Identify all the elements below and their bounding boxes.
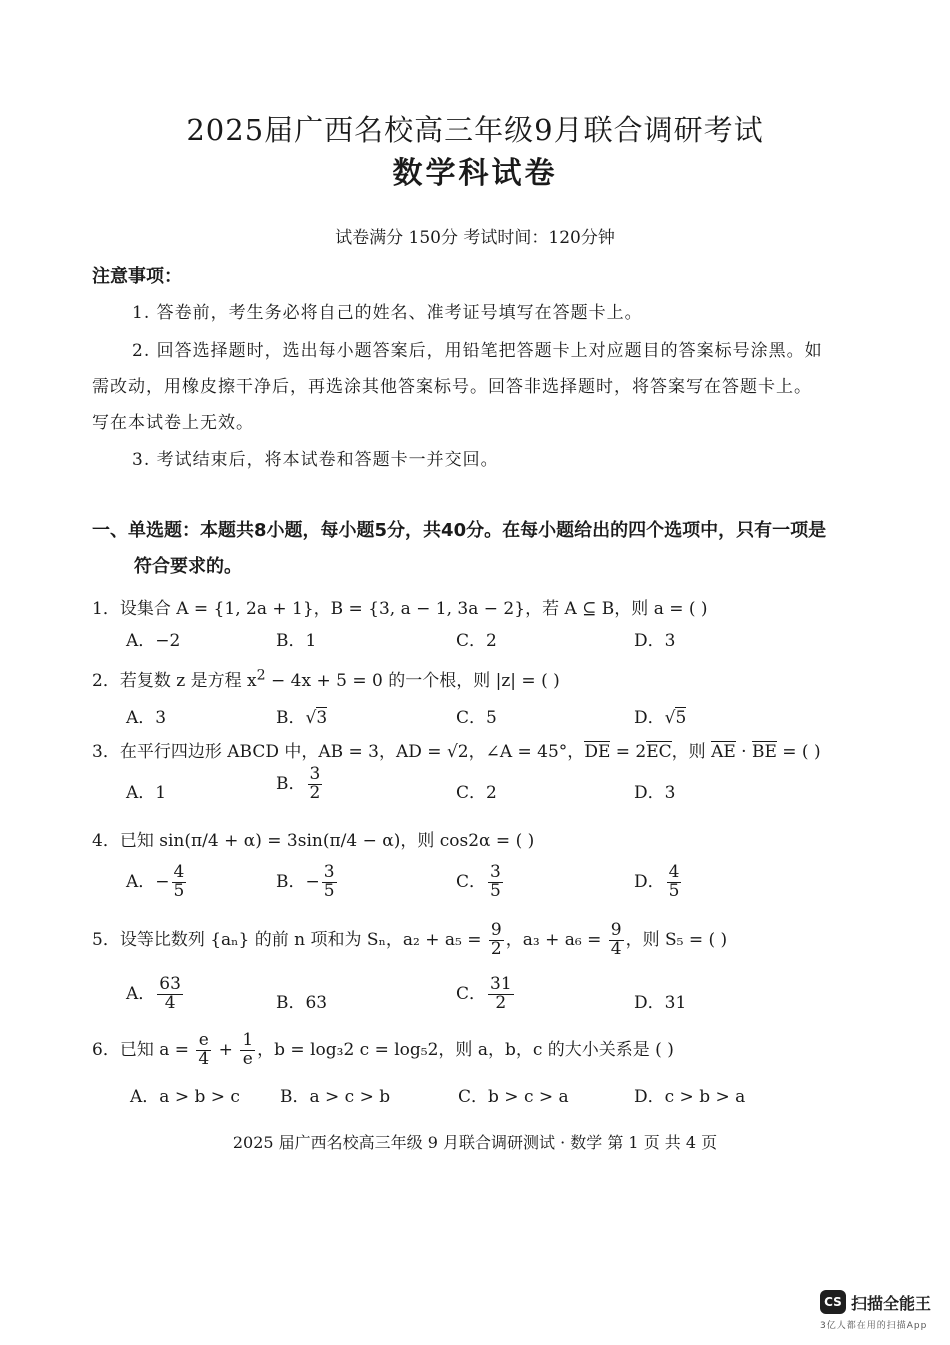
fraction: $\frac{1}{e}$: [242, 1030, 254, 1069]
sqrt-value: 5: [675, 708, 687, 728]
q4-option-d: D． $\frac{4}{5}$: [634, 862, 680, 901]
question-5: 5．设等比数列 {aₙ} 的前 n 项和为 Sₙ，a₂ + a₅ = $\frac{9}{2}$ ，a₃ + a₆ = $\frac{9}{4}$ ，则 S₅ = ( ): [92, 920, 728, 959]
fraction: $\frac{31}{2}$: [490, 974, 512, 1013]
q6-option-d: D．c > b > a: [634, 1087, 746, 1107]
q4-option-b: B．− $\frac{3}{5}$: [276, 862, 335, 901]
question-6: 6．已知 a = $\frac{e}{4}$ + $\frac{1}{e}$ ，b = log₃2 c = log₅2，则 a，b，c 的大小关系是 ( ): [92, 1030, 674, 1069]
vector-de: DE: [584, 742, 611, 762]
option-label: D．: [634, 708, 665, 728]
question-text: 已知 sin(π/4 + α) = 3sin(π/4 − α)，则 cos2α = ( ): [119, 831, 535, 851]
fraction: $\frac{3}{5}$: [490, 862, 501, 901]
fraction: $\frac{3}{2}$: [309, 764, 321, 803]
question-number: 1．: [92, 599, 120, 619]
q5-option-c: C． $\frac{31}{2}$: [456, 974, 512, 1013]
notice-item-3: 3. 考试结束后，将本试卷和答题卡一并交回。: [132, 450, 499, 470]
vector-ae: AE: [711, 742, 736, 762]
fraction: $\frac{e}{4}$: [198, 1030, 210, 1069]
exam-title: 2025届广西名校高三年级9月联合调研考试: [186, 113, 764, 147]
q1-option-d: D．3: [634, 631, 676, 651]
q3-option-d: D．3: [634, 783, 676, 803]
notice-item-1: 1. 答卷前，考生务必将自己的姓名、准考证号填写在答题卡上。: [132, 303, 643, 323]
exam-info: 试卷满分 150分 考试时间：120分钟: [335, 228, 615, 248]
q3-option-b: [276, 766, 324, 803]
watermark-name: 扫描全能王: [851, 1294, 932, 1313]
watermark-slogan: 3亿人都在用的扫描App: [820, 1321, 928, 1331]
question-number: 3．: [92, 742, 120, 762]
fraction: $\frac{4}{5}$: [173, 862, 185, 901]
fraction: $\frac{9}{4}$: [610, 920, 622, 959]
q6-option-a: A．a > b > c: [130, 1087, 240, 1107]
q6-option-c: C．b > c > a: [458, 1087, 569, 1107]
question-text-cont: − 4x + 5 = 0 的一个根，则 |z| = ( ): [265, 671, 560, 691]
question-2: [92, 666, 560, 691]
question-text: 设等比数列 {aₙ} 的前 n 项和为 Sₙ，a₂ + a₅ =: [119, 929, 487, 950]
question-number: 4．: [92, 831, 120, 851]
q1-option-a: A．−2: [126, 631, 181, 651]
q4-option-c: C． $\frac{3}{5}$: [456, 862, 501, 901]
fraction: $\frac{3}{5}$: [323, 862, 335, 901]
vector-be: BE: [751, 742, 777, 762]
q5-option-b: B．63: [276, 993, 328, 1013]
text: ，则: [671, 742, 712, 762]
question-4: [92, 826, 534, 851]
text: = ( ): [776, 742, 821, 762]
question-text: 设集合 A = {1, 2a + 1}，B = {3, a − 1, 3a − 2}，若 A ⊆ B，则 a = ( ): [119, 599, 708, 619]
exam-subject: 数学科试卷: [392, 156, 558, 191]
q5-option-d: D．31: [634, 993, 687, 1013]
q1-option-b: B．1: [276, 631, 317, 651]
question-text: 在平行四边形 ABCD 中，AB = 3，AD = √2，∠A = 45°，: [119, 742, 585, 762]
sqrt-value: 3: [316, 708, 328, 728]
q2-option-c: C．5: [456, 708, 497, 728]
question-1: [92, 594, 708, 619]
q2-option-d: D．√5: [634, 708, 687, 728]
q6-option-b: B．a > c > b: [280, 1087, 391, 1107]
section-heading-cont: 符合要求的。: [134, 556, 242, 577]
q2-option-a: A．3: [126, 708, 167, 728]
page-footer: 2025 届广西名校高三年级 9 月联合调研测试 · 数学 第 1 页 共 4 页: [232, 1133, 718, 1152]
fraction: $\frac{9}{2}$: [490, 920, 502, 959]
fraction: $\frac{63}{4}$: [159, 974, 181, 1013]
question-text: 若复数 z 是方程 x: [119, 671, 257, 691]
scanner-watermark: [820, 1288, 944, 1333]
fraction: $\frac{4}{5}$: [668, 862, 680, 901]
section-heading: 一、单选题：本题共8小题，每小题5分，共40分。在每小题给出的四个选项中，只有一项是: [92, 520, 827, 541]
q1-option-c: C．2: [456, 631, 497, 651]
q3-option-a: A．1: [126, 783, 167, 803]
option-label: B．: [276, 708, 306, 728]
option-label: B．: [276, 773, 306, 794]
q4-option-a: A．− $\frac{4}{5}$: [126, 862, 185, 901]
notice-item-2-cont: 需改动，用橡皮擦干净后，再选涂其他答案标号。回答非选择题时，将答案写在答题卡上。: [92, 377, 812, 397]
question-text: 已知 a =: [119, 1039, 195, 1060]
camscanner-logo-icon: CS: [820, 1290, 846, 1314]
question-number: 6．: [92, 1039, 120, 1060]
question-number: 5．: [92, 929, 120, 950]
notice-item-2-cont2: 写在本试卷上无效。: [92, 413, 254, 433]
question-3: [92, 737, 821, 762]
q2-option-b: B．√3: [276, 708, 328, 728]
q5-option-a: A． $\frac{63}{4}$: [126, 974, 181, 1013]
vector-ec: EC: [646, 742, 672, 762]
exponent: 2: [256, 667, 266, 684]
notice-heading: 注意事项：: [92, 266, 182, 287]
question-number: 2．: [92, 671, 120, 691]
q3-option-c: C．2: [456, 783, 497, 803]
text: = 2: [610, 742, 647, 762]
notice-item-2: 2. 回答选择题时，选出每小题答案后，用铅笔把答题卡上对应题目的答案标号涂黑。如: [132, 341, 823, 361]
text: ·: [735, 742, 752, 762]
